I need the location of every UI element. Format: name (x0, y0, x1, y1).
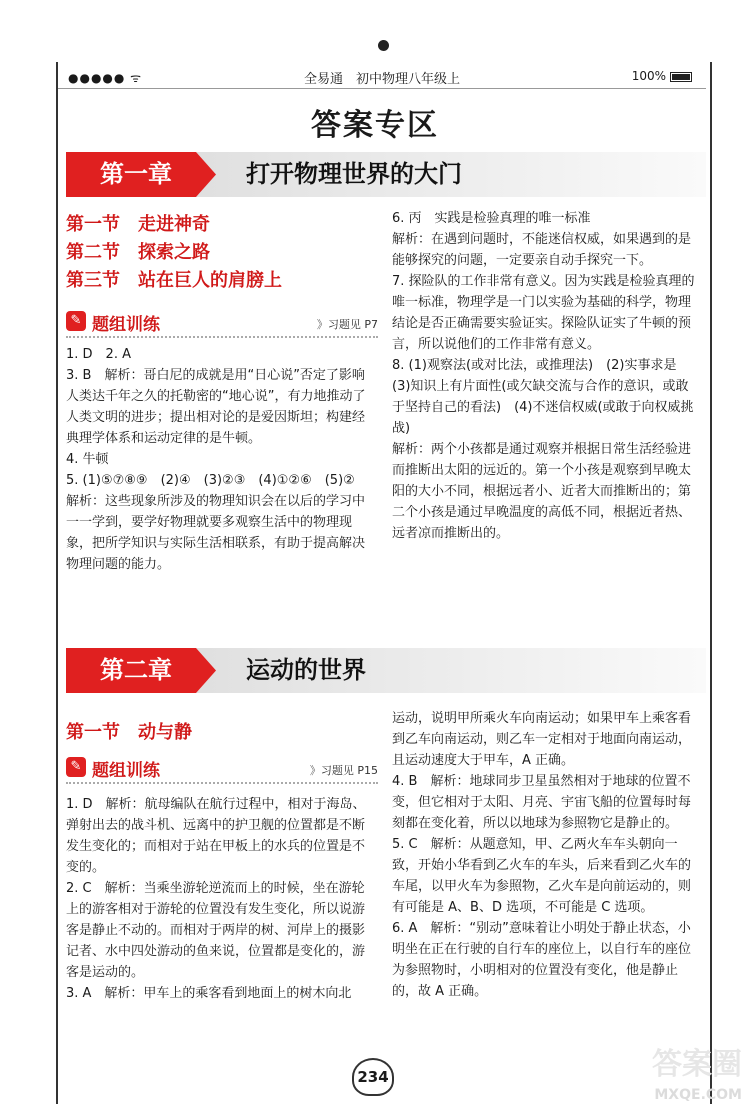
answer-item: 解析：这些现象所涉及的物理知识会在以后的学习中一一学到，要学好物理就要多观察生活中的物理现象，把所学知识与实际生活相联系，有助于提高解决物理问题的能力。 (66, 494, 366, 572)
exercise-group-label: 题组训练 (92, 315, 160, 335)
answer-item: 解析：在遇到问题时，不能迷信权威，如果遇到的是能够探究的问题，一定要亲自动手探究一下。 (392, 232, 692, 268)
chapter-name: 打开物理世界的大门 (246, 160, 462, 188)
pencil-icon: ✎ (66, 311, 86, 331)
answer-item: 1. D 2. A (66, 347, 131, 362)
answers-right-chapter2 (392, 708, 700, 1002)
section-heading: 第三节 站在巨人的肩膀上 (66, 270, 282, 291)
answer-item: 8. (1)观察法(或对比法，或推理法) (2)实事求是 (3)知识上有片面性(或欠缺交流与合作的意识，或敢于坚持自己的看法) (4)不迷信权威(或敢于向权威挑战) (392, 358, 694, 436)
answer-item: 7. 探险队的工作非常有意义。因为实践是检验真理的唯一标准，物理学是一门以实验为基础的科学，物理结论是否正确需要实验证实。探险队证实了牛顿的预言，所以说他们的工作非常有意义。 (392, 274, 695, 352)
answer-item: 2. C 解析：当乘坐游轮逆流而上的时候，坐在游轮上的游客相对于游轮的位置没有发生变化，所以说游客是静止不动的。而相对于两岸的树、河岸上的摄影记者、水中四处游动的鱼来说，位置都是变化的，游客是运动的。 (66, 881, 366, 980)
answers-right-chapter1 (392, 208, 700, 544)
chapter-number: 第二章 (100, 656, 172, 684)
answer-item: 6. A 解析：“别动”意味着让小明处于静止状态，小明坐在正在行驶的自行车的座位上，以自行车的座位为参照物时，小明相对的位置没有变化，他是静止的，故 A 正确。 (392, 921, 692, 999)
watermark-logo: 答案圈 MXQE.COM (652, 1047, 742, 1103)
section-heading: 第二节 探索之路 (66, 242, 210, 263)
answer-item: 4. 牛顿 (66, 452, 109, 467)
answer-item: 3. A 解析：甲车上的乘客看到地面上的树木向北 (66, 986, 352, 1001)
answer-item: 解析：两个小孩都是通过观察并根据日常生活经验进而推断出太阳的远近的。第一个小孩是观察到早晚太阳的大小不同，根据远者小、近者大而推断出的；第二个小孩是通过早晚温度的高低不同，根据近者热、远者凉而推断出的。 (392, 442, 692, 541)
chapter-number: 第一章 (100, 160, 172, 188)
exercise-page-ref: 》习题见 P15 (309, 764, 378, 777)
answer-item: 6. 丙 实践是检验真理的唯一标准 (392, 211, 591, 226)
status-bar (58, 64, 706, 89)
answer-item: 4. B 解析：地球同步卫星虽然相对于地球的位置不变，但它相对于太阳、月亮、宇宙飞船的位置每时每刻都在变化着，所以以地球为参照物它是静止的。 (392, 774, 692, 831)
exercise-group-label: 题组训练 (92, 761, 160, 781)
answer-item: 1. D 解析：航母编队在航行过程中，相对于海岛、弹射出去的战斗机、远离中的护卫舰的位置都是不断发生变化的；而相对于站在甲板上的水兵的位置是不变的。 (66, 797, 366, 875)
answer-item: 5. C 解析：从题意知，甲、乙两火车车头朝向一致，开始小华看到乙火车的车头，后来看到乙火车的车尾，以甲火车为参照物，乙火车是向前运动的，则有可能是 A、B、D 选项，不可能是 C 选项。 (392, 837, 692, 915)
exercise-page-ref: 》习题见 P7 (316, 318, 378, 331)
page-number: 234 (352, 1058, 394, 1096)
exercise-group-header (66, 308, 378, 338)
book-title: 全易通 初中物理八年级上 (303, 72, 460, 87)
section-heading: 第一节 走进神奇 (66, 214, 210, 235)
section-heading: 第一节 动与静 (66, 722, 192, 743)
chapter-name: 运动的世界 (246, 656, 366, 684)
page-title: 答案专区 (311, 108, 439, 143)
camera-dot-icon (378, 40, 389, 51)
battery-percent: 100% (631, 69, 666, 83)
answer-item: 运动，说明甲所乘火车向南运动；如果甲车上乘客看到乙车向南运动，则乙车一定相对于地面向南运动，且运动速度大于甲车，A 正确。 (392, 711, 692, 768)
battery-icon (670, 72, 692, 82)
answers-left-chapter1 (66, 344, 376, 575)
exercise-group-header (66, 754, 378, 784)
pencil-icon: ✎ (66, 757, 86, 777)
chapter-2-banner (66, 648, 706, 693)
answer-item: 3. B 解析：哥白尼的成就是用“日心说”否定了影响人类达千年之久的托勒密的“地心说”，有力地推动了人类文明的进步；提出相对论的是爱因斯坦；构建经典理学体系和运动定律的是牛顿。 (66, 368, 366, 446)
answers-left-chapter2 (66, 794, 376, 1004)
battery-indicator (632, 69, 692, 83)
answer-item: 5. (1)⑤⑦⑧⑨ (2)④ (3)②③ (4)①②⑥ (5)② (66, 473, 355, 488)
chapter-1-banner (66, 152, 706, 197)
signal-indicator: ●●●●● ᯤ (68, 71, 143, 85)
